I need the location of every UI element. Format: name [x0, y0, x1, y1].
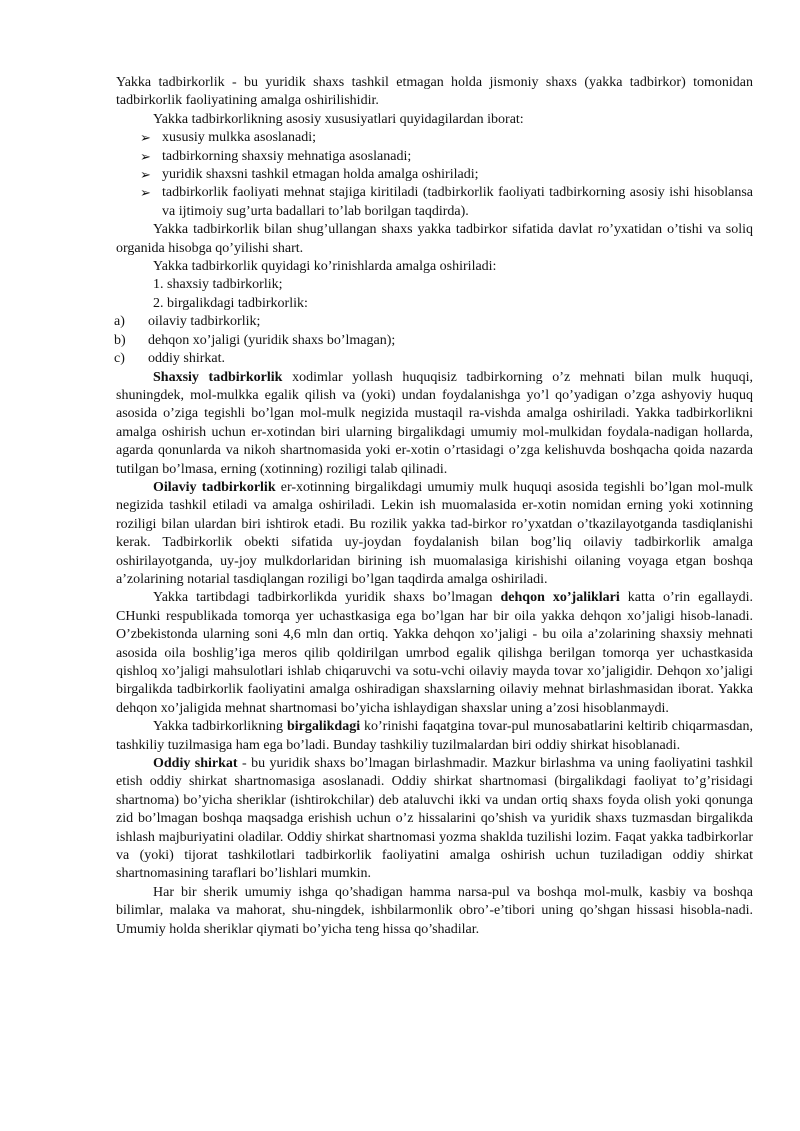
term-bold: Shaxsiy tadbirkorlik: [153, 369, 283, 385]
paragraph-text: ko’rinishi faqatgina tovar-pul munosabatlarini keltirib chiqarmasdan, tashkiliy tuzilmasiga ham ega bo’ladi. Bunday tashkiliy tuzilmalardan biri oddiy shirkat hisoblanadi.: [116, 719, 753, 753]
paragraph-family-entrepreneurship: [116, 479, 753, 589]
lettered-item-text: oilaviy tadbirkorlik;: [148, 314, 261, 330]
paragraph-text: er-xotinning birgalikdagi umumiy mulk huquqi asosida tegishli bo’lgan mol-mulk negizida tashkil etiladi va amalga oshiriladi. Lekin ish muomalasida er-xotin nomidan erning yoki xotinning roziligi bilan ulardan biri ishtirok etadi. Bu rozilik yakka tad-birkor ro’yxatdan o’tkazilayotganda tasdiqlanishi kerak. Tadbirkorlik obekti sifatida uy-joydan foydalanish bilan bog’liq oilaviy tadbirkorlik amalga oshirilayotganda, uy-joy mulkdorlaridan birining ish muomalasiga kirishishi oilaning voyaga etgan boshqa a’zolarining notarial tasdiqlangan roziligi bo’lgan taqdirda amalga oshiriladi.: [116, 479, 753, 587]
lettered-item: [114, 350, 753, 368]
paragraph-personal-entrepreneurship: [116, 369, 753, 479]
list-item: [116, 166, 753, 184]
arrow-bullet-icon: ➢: [140, 148, 151, 164]
paragraph-text: Yakka tartibdagi tadbirkorlikda yuridik shaxs bo’lmagan: [153, 590, 501, 606]
paragraph-text: xodimlar yollash huquqisiz tadbirkorning o’z mehnati bilan mulk huquqi, shuningdek, mol-mulkka egalik qilish va (yoki) undan foydalanishga yo’l qo’yadigan o’zga ashyoviy huquq asosida o’ziga tegishli bo’lgan mol-mulk negizida mustaqil ra-vishda amalga oshiriladi. Yakka tadbirkorlikni amalga oshirish uchun er-xotindan biri ularning birgalikdagi umumiy mol-mulkidan foydala-nadigan hollarda, agarda qonunlarda va nikoh shartnomasida yoki er-xotin o’rtasidagi o’zga kelishuvda boshqacha qoida nazarda tutilgan bo’lmasa, erning (xotinning) roziligi talab qilinadi.: [116, 369, 753, 477]
lettered-item-text: dehqon xo’jaligi (yuridik shaxs bo’lmagan);: [148, 332, 396, 348]
paragraph-contributions: Har bir sherik umumiy ishga qo’shadigan hamma narsa-pul va boshqa mol-mulk, kasbiy va boshqa bilimlar, malaka va mahorat, shu-ningdek, ishbilarmonlik obro’-e’tibori uning qo’shgan hissasi hisobla-nadi. Umumiy holda sheriklar qiymati bo’yicha teng hissa qo’shadilar.: [116, 884, 753, 937]
list-item-text: xususiy mulkka asoslanadi;: [162, 130, 316, 146]
numbered-item: 2. birgalikdagi tadbirkorlik:: [153, 295, 308, 311]
list-item-text: tadbirkorlik faoliyati mehnat stajiga kiritiladi (tadbirkorlik faoliyati tadbirkorning asosiy ishi hisoblansa va ijtimoiy sug’urta badallari to’lab borilgan taqdirda).: [162, 185, 753, 219]
document-page: [116, 74, 753, 939]
arrow-bullet-icon: ➢: [140, 185, 151, 201]
lettered-item-label: b): [114, 332, 126, 348]
paragraph-text: katta o’rin egallaydi. CHunki respublikada tomorqa yer uchastkasiga ega bo’lgan har bir oila yakka dehqon xo’jaligi hisob-lanadi. O’zbekistonda ularning soni 4,6 mln dan ortiq. Yakka dehqon xo’jaligi - bu oila a’zolarining shaxsiy mehnati asosida oila boshlig’iga meros qilib qoldirilgan umrbod egalik qilishga berilgan tomorqa yer uchastkasida qishloq xo’jaligi mahsulotlari ishlab chiqaruvchi va sotu-vchi oilaviy mayda tovar xo’jaligidir. Dehqon xo’jaligi birgalikda tadbirkorlik faoliyatini amalga oshiradigan shaxslarning oilaviy mehnat birlashmasidan iborat. Yakka dehqon xo’jaligida mehnat shartnomasi bo’yicha ishlaydigan shaxslar uning a’zosi hisoblanmaydi.: [116, 590, 753, 716]
term-bold: dehqon xo’jaliklari: [500, 590, 620, 606]
paragraph-definition: Yakka tadbirkorlik - bu yuridik shaxs tashkil etmagan holda jismoniy shaxs (yakka tadbirkor) tomonidan tadbirkorlik faoliyatining amalga oshirilishidir.: [116, 75, 753, 109]
list-item: [116, 129, 753, 147]
paragraph-dehqon-farms: [116, 589, 753, 718]
paragraph-simple-partnership: [116, 755, 753, 884]
paragraph-text: Yakka tadbirkorlikning: [153, 719, 287, 735]
list-item-text: yuridik shaxsni tashkil etmagan holda amalga oshiriladi;: [162, 167, 479, 183]
term-bold: birgalikdagi: [286, 719, 361, 735]
numbered-item: 1. shaxsiy tadbirkorlik;: [153, 277, 283, 293]
term-bold: Oddiy shirkat: [153, 756, 238, 772]
paragraph-registration: Yakka tadbirkorlik bilan shug’ullangan shaxs yakka tadbirkor sifatida davlat ro’yxatidan o’tishi va soliq organida hisobga qo’yilishi shart.: [116, 222, 753, 256]
arrow-bullet-icon: ➢: [140, 167, 151, 183]
paragraph-text: - bu yuridik shaxs bo’lmagan birlashmadir. Mazkur birlashma va uning faoliyatini tashkil etish oddiy shirkat shartnomasiga asoslanadi. Oddiy shirkat shartnomasi (birgalikdagi faoliyat to’g’risidagi shartnoma) bo’yicha sheriklar (ishtirokchilar) deb ataluvchi ikki va undan ortiq shaxs foyda olish yoki qonunga zid bo’lmagan boshqa maqsadga erishish uchun o’z hissalarini qo’shish va yuridik shaxs tuzmasdan birgalikda ishlash majburiyatini oladilar. Oddiy shirkat shartnomasi yozma shaklda tuzilishi lozim. Faqat yakka tadbirkorlar va (yoki) tijorat tashkilotlari tadbirkorlik faoliyatini amalga oshirish uchun tuziladigan oddiy shirkat shartnomasining taraflari bo’lishlari mumkin.: [116, 756, 753, 882]
paragraph-forms-intro: Yakka tadbirkorlik quyidagi ko’rinishlarda amalga oshiriladi:: [153, 259, 497, 275]
lettered-item: [114, 313, 753, 331]
lettered-item-label: a): [114, 314, 125, 330]
lettered-item: [114, 332, 753, 350]
arrow-bullet-icon: ➢: [140, 130, 151, 146]
lettered-item-label: c): [114, 351, 125, 367]
paragraph-features-intro: Yakka tadbirkorlikning asosiy xususiyatlari quyidagilardan iborat:: [153, 111, 524, 127]
paragraph-joint-form: [116, 718, 753, 755]
list-item-text: tadbirkorning shaxsiy mehnatiga asoslanadi;: [162, 148, 412, 164]
term-bold: Oilaviy tadbirkorlik: [153, 479, 276, 495]
list-item: [116, 184, 753, 221]
list-item: [116, 148, 753, 166]
lettered-item-text: oddiy shirkat.: [148, 351, 225, 367]
